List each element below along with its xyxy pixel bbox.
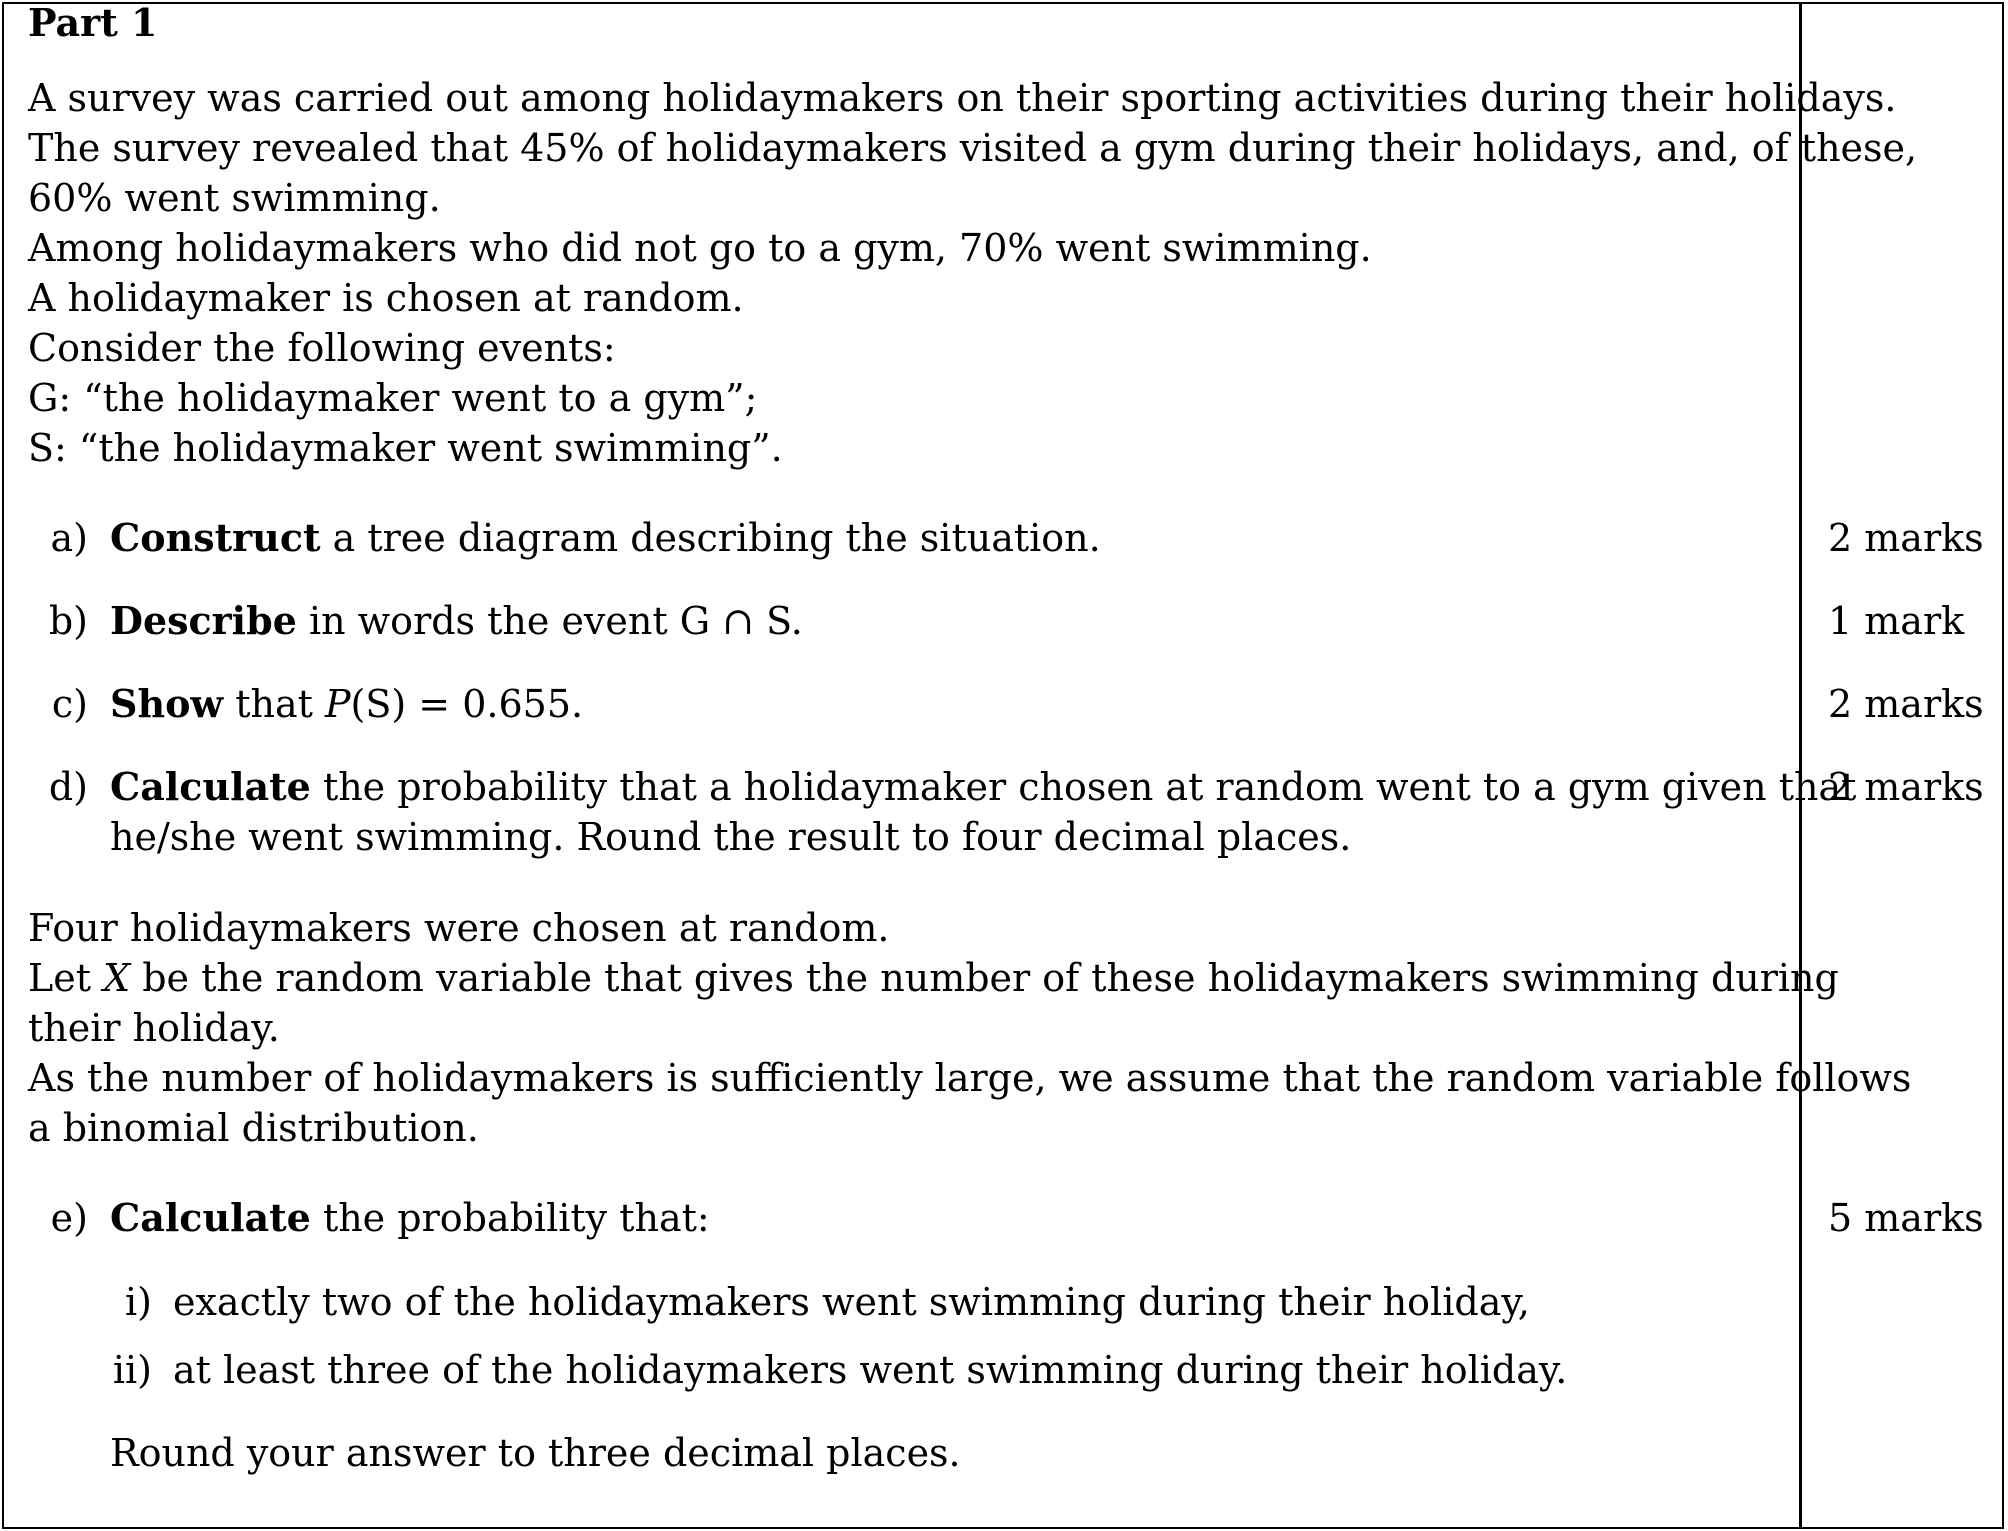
- question-e-body: the probability that:: [310, 1196, 710, 1240]
- intro-line-6: Consider the following events:: [28, 326, 616, 370]
- question-c-text: [110, 679, 583, 729]
- question-e-text: [110, 1193, 710, 1243]
- question-a-text: [110, 513, 1101, 563]
- scenario-line-1: Four holidaymakers were chosen at random.: [28, 906, 890, 950]
- question-a-marks: 2 marks: [1828, 516, 1984, 560]
- event-g-definition: G: “the holidaymaker went to a gym”;: [28, 376, 758, 420]
- intro-line-1: A survey was carried out among holidaymakers on their sporting activities during their holidays.: [28, 76, 1897, 120]
- question-e-i-label: i): [125, 1280, 152, 1324]
- question-b-verb: Describe: [110, 598, 297, 643]
- intro-line-2: The survey revealed that 45% of holidaymakers visited a gym during their holidays, and, of these,: [28, 126, 1918, 170]
- event-s-definition: S: “the holidaymaker went swimming”.: [28, 426, 783, 470]
- question-e-ii-text: at least three of the holidaymakers went swimming during their holiday.: [173, 1348, 1568, 1392]
- question-d-text-line-2: he/she went swimming. Round the result to four decimal places.: [110, 815, 1352, 859]
- question-c-verb: Show: [110, 681, 224, 726]
- question-e-i-text: exactly two of the holidaymakers went swimming during their holiday,: [173, 1280, 1530, 1324]
- scenario-line-4: As the number of holidaymakers is sufficiently large, we assume that the random variable follows: [28, 1056, 1912, 1100]
- scenario-line-2: [28, 953, 1839, 1003]
- scenario-line-2-post: be the random variable that gives the number of these holidaymakers swimming during: [130, 956, 1839, 1000]
- question-e-marks: 5 marks: [1828, 1196, 1984, 1240]
- question-e-label: e): [50, 1196, 88, 1240]
- question-c-marks: 2 marks: [1828, 682, 1984, 726]
- question-d-verb: Calculate: [110, 764, 311, 809]
- intro-line-3: 60% went swimming.: [28, 176, 441, 220]
- question-b-text: [110, 596, 803, 646]
- intro-line-5: A holidaymaker is chosen at random.: [28, 276, 744, 320]
- question-d-text: [110, 762, 1856, 812]
- question-e-verb: Calculate: [110, 1195, 311, 1240]
- scenario-line-5: a binomial distribution.: [28, 1106, 479, 1150]
- question-b-label: b): [48, 599, 88, 643]
- question-d-label: d): [48, 765, 88, 809]
- question-d-marks: 2 marks: [1828, 765, 1984, 809]
- question-a-body: a tree diagram describing the situation.: [320, 516, 1101, 560]
- question-c-prob-symbol: P: [324, 682, 351, 726]
- question-a-verb: Construct: [110, 515, 321, 560]
- scenario-line-3: their holiday.: [28, 1006, 280, 1050]
- question-c-body-post: (S) = 0.655.: [350, 682, 584, 726]
- question-d-body: the probability that a holidaymaker chosen at random went to a gym given that: [310, 765, 1857, 809]
- rounding-instruction: Round your answer to three decimal places.: [110, 1431, 961, 1475]
- question-e-ii-label: ii): [112, 1348, 152, 1392]
- intro-line-4: Among holidaymakers who did not go to a gym, 70% went swimming.: [28, 226, 1372, 270]
- question-b-marks: 1 mark: [1828, 599, 1965, 643]
- question-c-body-pre: that: [223, 682, 325, 726]
- random-variable-x: X: [103, 956, 131, 1000]
- part-title: Part 1: [28, 0, 158, 45]
- question-a-label: a): [50, 516, 88, 560]
- scenario-line-2-pre: Let: [28, 956, 104, 1000]
- question-b-body: in words the event G ∩ S.: [296, 599, 803, 643]
- question-c-label: c): [51, 682, 88, 726]
